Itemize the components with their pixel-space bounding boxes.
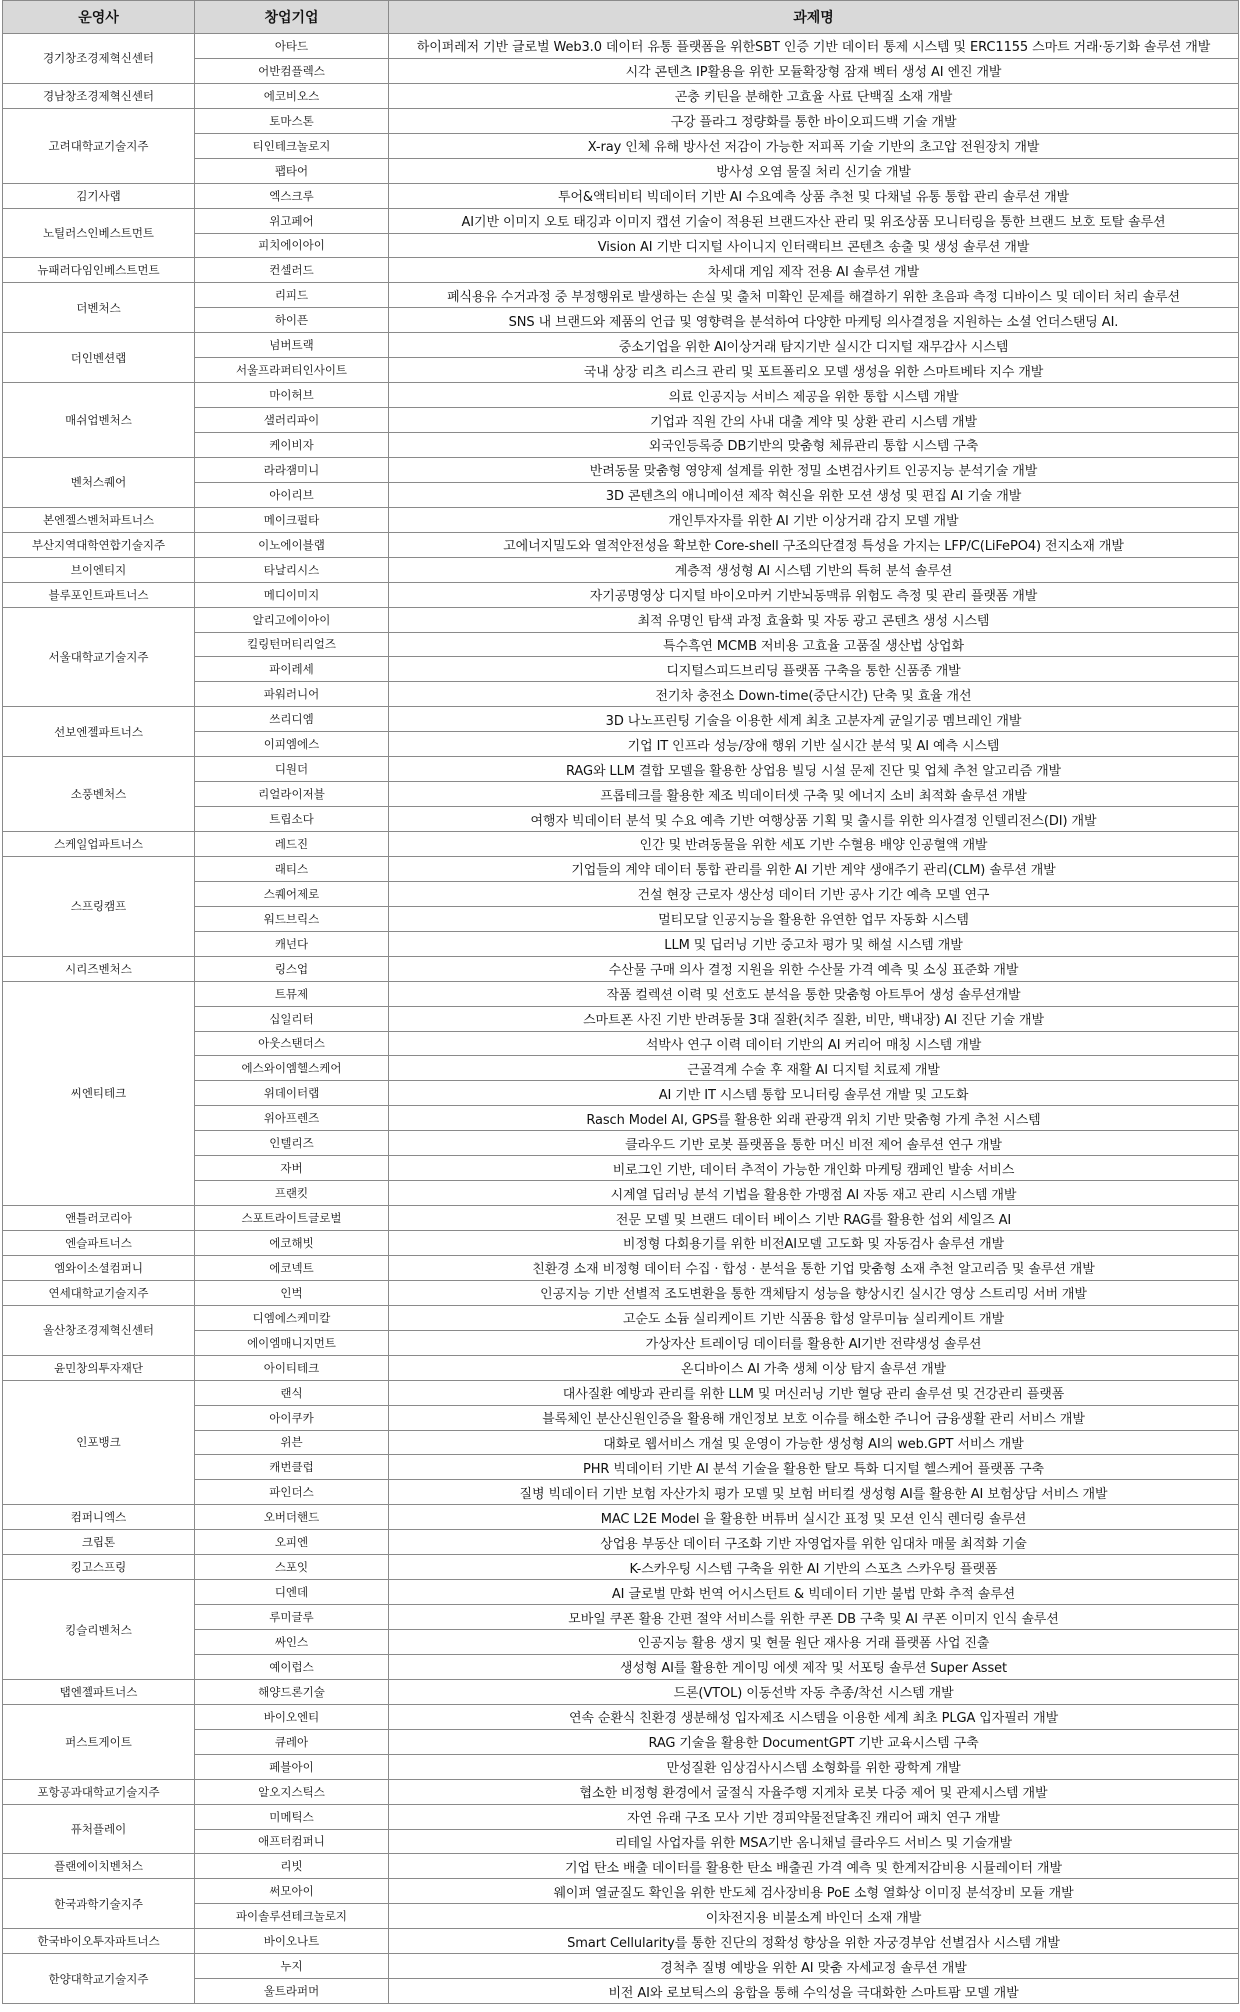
operator-cell: 고려대학교기술지주 (3, 108, 195, 183)
operator-cell: 본엔젤스벤처파트너스 (3, 507, 195, 532)
startup-cell: 위고페어 (195, 208, 389, 233)
table-row (3, 1505, 1239, 1530)
table-row (3, 1779, 1239, 1804)
task-cell: 대화로 웹서비스 개설 및 운영이 가능한 생성형 AI의 web.GPT 서비스 개발 (389, 1430, 1239, 1455)
startup-cell: 토마스톤 (195, 108, 389, 133)
startup-cell: 어반컴플렉스 (195, 58, 389, 83)
operator-cell: 퓨처플레이 (3, 1804, 195, 1854)
startup-cell: 바이오나트 (195, 1929, 389, 1954)
startup-cell: 큐레아 (195, 1729, 389, 1754)
task-cell: AI 기반 IT 시스템 통합 모니터링 솔루션 개발 및 고도화 (389, 1081, 1239, 1106)
operator-cell: 더인벤션랩 (3, 333, 195, 383)
startup-cell: 아이티테크 (195, 1355, 389, 1380)
operator-cell: 경남창조경제혁신센터 (3, 83, 195, 108)
task-cell: 비정형 다회용기를 위한 비전AI모델 고도화 및 자동검사 솔루션 개발 (389, 1231, 1239, 1256)
startup-cell: 위데이터랩 (195, 1081, 389, 1106)
task-cell: 기업 탄소 배출 데이터를 활용한 탄소 배출권 가격 예측 및 한계저감비용 시뮬레이터 개발 (389, 1854, 1239, 1879)
startup-cell: 인벅 (195, 1280, 389, 1305)
startup-cell: 페블아이 (195, 1754, 389, 1779)
startup-cell: 래티스 (195, 856, 389, 881)
startup-cell: 피치에이아이 (195, 233, 389, 258)
table-row (3, 1929, 1239, 1954)
task-cell: 구강 플라그 정량화를 통한 바이오피드백 기술 개발 (389, 108, 1239, 133)
startup-cell: 루미글루 (195, 1605, 389, 1630)
startup-cell: 파이레세 (195, 657, 389, 682)
operator-header: 운영사 (3, 1, 195, 34)
table-row (3, 1954, 1239, 1979)
table-row (3, 457, 1239, 482)
table-row (3, 1854, 1239, 1879)
startup-cell: 바이오엔티 (195, 1704, 389, 1729)
startup-cell: 라라잼미니 (195, 457, 389, 482)
task-cell: 투어&액티비티 빅데이터 기반 AI 수요예측 상품 추천 및 다채널 유통 통합 관리 솔루션 개발 (389, 183, 1239, 208)
task-cell: 외국인등록증 DB기반의 맞춤형 체류관리 통합 시스템 구축 (389, 433, 1239, 458)
startup-cell: 울트라퍼머 (195, 1979, 389, 2004)
startup-cell: 위븐 (195, 1430, 389, 1455)
task-cell: 대사질환 예방과 관리를 위한 LLM 및 머신러닝 기반 혈당 관리 솔루션 및 건강관리 플랫폼 (389, 1380, 1239, 1405)
task-cell: 여행자 빅데이터 분석 및 수요 예측 기반 여행상품 기획 및 출시를 위한 의사결정 인텔리전스(DI) 개발 (389, 807, 1239, 832)
startup-cell: 쓰리디엠 (195, 707, 389, 732)
task-cell: 멀티모달 인공지능을 활용한 유연한 업무 자동화 시스템 (389, 906, 1239, 931)
operator-cell: 엠와이소셜컴퍼니 (3, 1255, 195, 1280)
operator-cell: 씨엔티테크 (3, 981, 195, 1205)
startup-cell: 캐넌다 (195, 931, 389, 956)
task-cell: 리테일 사업자를 위한 MSA기반 옴니채널 클라우드 서비스 및 기술개발 (389, 1829, 1239, 1854)
operator-cell: 포항공과대학교기술지주 (3, 1779, 195, 1804)
task-cell: 블록체인 분산신원인증을 활용해 개인정보 보호 이슈를 해소한 주니어 금융생활 관리 서비스 개발 (389, 1405, 1239, 1430)
task-cell: 반려동물 맞춤형 영양제 설계를 위한 정밀 소변검사키트 인공지능 분석기술 개발 (389, 457, 1239, 482)
operator-cell: 플랜에이치벤처스 (3, 1854, 195, 1879)
table-body (3, 34, 1239, 2004)
task-cell: 폐식용유 수거과정 중 부정행위로 발생하는 손실 및 출처 미확인 문제를 해결하기 위한 초음파 측정 디바이스 및 데이터 처리 솔루션 (389, 283, 1239, 308)
table-row (3, 1580, 1239, 1605)
startup-header: 창업기업 (195, 1, 389, 34)
startup-cell: 싸인스 (195, 1630, 389, 1655)
table-row (3, 1355, 1239, 1380)
startup-cell: 워드브릭스 (195, 906, 389, 931)
startup-cell: 메이크펄타 (195, 507, 389, 532)
task-cell: 3D 콘텐츠의 애니메이션 제작 혁신을 위한 모션 생성 및 편집 AI 기술 개발 (389, 482, 1239, 507)
task-cell: 생성형 AI를 활용한 게이밍 에셋 제작 및 서포팅 솔루션 Super Asset (389, 1654, 1239, 1679)
startup-cell: 예이럽스 (195, 1654, 389, 1679)
startup-cell: 타날리시스 (195, 557, 389, 582)
table-row (3, 283, 1239, 308)
task-cell: 자연 유래 구조 모사 기반 경피약물전달촉진 캐리어 패치 연구 개발 (389, 1804, 1239, 1829)
operator-cell: 부산지역대학연합기술지주 (3, 532, 195, 557)
task-cell: 인공지능 기반 선별적 조도변환을 통한 객체탐지 성능을 향상시킨 실시간 영상 스트리밍 서버 개발 (389, 1280, 1239, 1305)
task-cell: 전문 모델 및 브랜드 데이터 베이스 기반 RAG를 활용한 섭외 세일즈 AI (389, 1206, 1239, 1231)
task-cell: 방사성 오염 물질 처리 신기술 개발 (389, 158, 1239, 183)
startup-cell: 이노에이블랩 (195, 532, 389, 557)
startup-cell: 알리고에이아이 (195, 607, 389, 632)
operator-cell: 블루포인트파트너스 (3, 582, 195, 607)
task-cell: 디지털스피드브리딩 플랫폼 구축을 통한 신품종 개발 (389, 657, 1239, 682)
table-row (3, 333, 1239, 358)
startup-cell: 오피엔 (195, 1530, 389, 1555)
operator-cell: 서울대학교기술지주 (3, 607, 195, 707)
startup-cell: 파인더스 (195, 1480, 389, 1505)
startup-cell: 써모아이 (195, 1879, 389, 1904)
startup-cell: 리얼라이저블 (195, 782, 389, 807)
operator-cell: 노틸러스인베스트먼트 (3, 208, 195, 258)
operator-cell: 스프링캠프 (3, 856, 195, 956)
task-cell: 웨이퍼 열균질도 확인을 위한 반도체 검사장비용 PoE 소형 열화상 이미징 분석장비 모듈 개발 (389, 1879, 1239, 1904)
task-cell: 클라우드 기반 로봇 플랫폼을 통한 머신 비전 제어 솔루션 연구 개발 (389, 1131, 1239, 1156)
task-cell: AI기반 이미지 오토 태깅과 이미지 캡션 기술이 적용된 브랜드자산 관리 및 위조상품 모니터링을 통한 브랜드 보호 토탈 솔루션 (389, 208, 1239, 233)
table-row (3, 1879, 1239, 1904)
table-row (3, 258, 1239, 283)
startup-cell: 킬링턴머티리얼즈 (195, 632, 389, 657)
startup-cell: 스포트라이트글로벌 (195, 1206, 389, 1231)
operator-cell: 앤틀러코리아 (3, 1206, 195, 1231)
table-row (3, 832, 1239, 857)
task-cell: 중소기업을 위한 AI이상거래 탐지기반 실시간 디지털 재무감사 시스템 (389, 333, 1239, 358)
startup-cell: 인텔리즈 (195, 1131, 389, 1156)
operator-cell: 경기창조경제혁신센터 (3, 34, 195, 84)
table-row (3, 956, 1239, 981)
task-cell: 작품 컬렉션 이력 및 선호도 분석을 통한 맞춤형 아트투어 생성 솔루션개발 (389, 981, 1239, 1006)
task-cell: 비로그인 기반, 데이터 추적이 가능한 개인화 마케팅 캠페인 발송 서비스 (389, 1156, 1239, 1181)
startup-cell: 아이쿠카 (195, 1405, 389, 1430)
startup-cell: 아이리브 (195, 482, 389, 507)
startup-cell: 위아프렌즈 (195, 1106, 389, 1131)
task-cell: 드론(VTOL) 이동선박 자동 추종/착선 시스템 개발 (389, 1679, 1239, 1704)
task-cell: 상업용 부동산 데이터 구조화 기반 자영업자를 위한 임대차 매물 최적화 기술 (389, 1530, 1239, 1555)
table-row (3, 856, 1239, 881)
task-cell: 석박사 연구 이력 데이터 기반의 AI 커리어 매칭 시스템 개발 (389, 1031, 1239, 1056)
table-row (3, 1231, 1239, 1256)
task-cell: 수산물 구매 의사 결정 지원을 위한 수산물 가격 예측 및 소싱 표준화 개발 (389, 956, 1239, 981)
operator-cell: 선보엔젤파트너스 (3, 707, 195, 757)
operator-cell: 매쉬업벤처스 (3, 383, 195, 458)
startup-cell: 스퀘어제로 (195, 881, 389, 906)
operator-cell: 탭엔젤파트너스 (3, 1679, 195, 1704)
task-cell: 근골격계 수술 후 재활 AI 디지털 치료제 개발 (389, 1056, 1239, 1081)
table-row (3, 1255, 1239, 1280)
operator-cell: 울산창조경제혁신센터 (3, 1305, 195, 1355)
task-cell: Vision AI 기반 디지털 사이니지 인터랙티브 콘텐츠 송출 및 생성 솔루션 개발 (389, 233, 1239, 258)
task-cell: RAG와 LLM 결합 모델을 활용한 상업용 빌딩 시설 문제 진단 및 업체 추천 알고리즘 개발 (389, 757, 1239, 782)
table-row (3, 1380, 1239, 1405)
startup-cell: 티인테크놀로지 (195, 133, 389, 158)
table-row (3, 1530, 1239, 1555)
table-row (3, 707, 1239, 732)
startup-cell: 이피엠에스 (195, 732, 389, 757)
task-cell: 시각 콘텐츠 IP활용을 위한 모듈확장형 잠재 벡터 생성 AI 엔진 개발 (389, 58, 1239, 83)
table-row (3, 582, 1239, 607)
operator-cell: 윤민창의투자재단 (3, 1355, 195, 1380)
startup-cell: 파워러니어 (195, 682, 389, 707)
task-cell: 연속 순환식 친환경 생분해성 입자제조 시스템을 이용한 세계 최초 PLGA 입자필러 개발 (389, 1704, 1239, 1729)
startup-cell: 에이엠매니지먼트 (195, 1330, 389, 1355)
startup-cell: 파이솔루션테크놀로지 (195, 1904, 389, 1929)
task-cell: 기업 IT 인프라 성능/장애 행위 기반 실시간 분석 및 AI 예측 시스템 (389, 732, 1239, 757)
operator-cell: 퍼스트게이트 (3, 1704, 195, 1779)
task-cell: 가상자산 트레이딩 데이터를 활용한 AI기반 전략생성 솔루션 (389, 1330, 1239, 1355)
startup-cell: 레드진 (195, 832, 389, 857)
operator-cell: 벤처스퀘어 (3, 457, 195, 507)
table-row (3, 507, 1239, 532)
task-cell: 이차전지용 비불소계 바인더 소재 개발 (389, 1904, 1239, 1929)
table-row (3, 1206, 1239, 1231)
startup-cell: 랜식 (195, 1380, 389, 1405)
operator-cell: 브이엔티지 (3, 557, 195, 582)
startup-cell: 에코비오스 (195, 83, 389, 108)
task-cell: 친환경 소재 비정형 데이터 수집 · 합성 · 분석을 통한 기업 맞춤형 소재 추천 알고리즘 및 솔루션 개발 (389, 1255, 1239, 1280)
startup-cell: 케이비자 (195, 433, 389, 458)
startup-cell: 리빗 (195, 1854, 389, 1879)
task-cell: 모바일 쿠폰 활용 간편 절약 서비스를 위한 쿠폰 DB 구축 및 AI 쿠폰 이미지 인식 솔루션 (389, 1605, 1239, 1630)
task-cell: 시계열 딥러닝 분석 기법을 활용한 가맹점 AI 자동 재고 관리 시스템 개발 (389, 1181, 1239, 1206)
operator-cell: 시리즈벤처스 (3, 956, 195, 981)
header-row (3, 1, 1239, 34)
operator-cell: 인포뱅크 (3, 1380, 195, 1505)
startup-cell: 미메틱스 (195, 1804, 389, 1829)
task-header: 과제명 (389, 1, 1239, 34)
task-cell: LLM 및 딥러닝 기반 중고차 평가 및 해설 시스템 개발 (389, 931, 1239, 956)
startup-cell: 오버더핸드 (195, 1505, 389, 1530)
task-cell: 기업과 직원 간의 사내 대출 계약 및 상환 관리 시스템 개발 (389, 408, 1239, 433)
table-row (3, 1555, 1239, 1580)
startup-cell: 아타드 (195, 34, 389, 59)
table-row (3, 34, 1239, 59)
table-row (3, 1679, 1239, 1704)
startup-cell: 리피드 (195, 283, 389, 308)
task-cell: 인공지능 활용 생지 및 현물 원단 재사용 거래 플랫폼 사업 진출 (389, 1630, 1239, 1655)
operator-cell: 스케일업파트너스 (3, 832, 195, 857)
startup-cell: 아웃스탠더스 (195, 1031, 389, 1056)
task-cell: 3D 나노프린팅 기술을 이용한 세계 최초 고분자계 균일기공 멤브레인 개발 (389, 707, 1239, 732)
table-row (3, 1280, 1239, 1305)
operator-cell: 김기사랩 (3, 183, 195, 208)
task-cell: RAG 기술을 활용한 DocumentGPT 기반 교육시스템 구축 (389, 1729, 1239, 1754)
startup-cell: 디엔데 (195, 1580, 389, 1605)
task-cell: AI 글로벌 만화 번역 어시스턴트 & 빅데이터 기반 불법 만화 추적 솔루션 (389, 1580, 1239, 1605)
startup-cell: 누지 (195, 1954, 389, 1979)
table-row (3, 108, 1239, 133)
table-row (3, 557, 1239, 582)
task-cell: 고순도 소듐 실리케이트 기반 식품용 합성 알루미늄 실리케이트 개발 (389, 1305, 1239, 1330)
table-row (3, 757, 1239, 782)
startup-cell: 팹타어 (195, 158, 389, 183)
table-row (3, 383, 1239, 408)
task-cell: 계층적 생성형 AI 시스템 기반의 특허 분석 솔루션 (389, 557, 1239, 582)
task-cell: K-스카우팅 시스템 구축을 위한 AI 기반의 스포츠 스카우팅 플랫폼 (389, 1555, 1239, 1580)
task-cell: 개인투자자를 위한 AI 기반 이상거래 감지 모델 개발 (389, 507, 1239, 532)
operator-cell: 킹슬리벤처스 (3, 1580, 195, 1680)
startup-cell: 프랜킷 (195, 1181, 389, 1206)
task-cell: 비전 AI와 로보틱스의 융합을 통해 수익성을 극대화한 스마트팜 모델 개발 (389, 1979, 1239, 2004)
startup-cell: 링스업 (195, 956, 389, 981)
table-row (3, 981, 1239, 1006)
startup-cell: 메디이미지 (195, 582, 389, 607)
startup-cell: 캐번클럽 (195, 1455, 389, 1480)
task-cell: 만성질환 임상검사시스템 소형화를 위한 광학계 개발 (389, 1754, 1239, 1779)
task-cell: Rasch Model AI, GPS를 활용한 외래 관광객 위치 기반 맞춤형 가게 추천 시스템 (389, 1106, 1239, 1131)
task-cell: 최적 유명인 탐색 과정 효율화 및 자동 광고 콘텐츠 생성 시스템 (389, 607, 1239, 632)
operator-cell: 뉴패러다임인베스트먼트 (3, 258, 195, 283)
task-cell: 온디바이스 AI 가축 생체 이상 탐지 솔루션 개발 (389, 1355, 1239, 1380)
startup-cell: 디원더 (195, 757, 389, 782)
task-cell: 인간 및 반려동물을 위한 세포 기반 수혈용 배양 인공혈액 개발 (389, 832, 1239, 857)
task-cell: 국내 상장 리츠 리스크 관리 및 포트폴리오 모델 생성을 위한 스마트베타 지수 개발 (389, 358, 1239, 383)
task-cell: 전기차 충전소 Down-time(중단시간) 단축 및 효율 개선 (389, 682, 1239, 707)
task-cell: SNS 내 브랜드와 제품의 언급 및 영향력을 분석하여 다양한 마케팅 의사결정을 지원하는 소셜 언더스탠딩 AI. (389, 308, 1239, 333)
operator-cell: 한국바이오투자파트너스 (3, 1929, 195, 1954)
table-row (3, 607, 1239, 632)
startup-cell: 트뮤제 (195, 981, 389, 1006)
operator-cell: 연세대학교기술지주 (3, 1280, 195, 1305)
startup-cell: 디엠에스케미칼 (195, 1305, 389, 1330)
startup-cell: 에코해빗 (195, 1231, 389, 1256)
startup-cell: 자버 (195, 1156, 389, 1181)
startup-cell: 알오지스틱스 (195, 1779, 389, 1804)
startup-cell: 엑스크루 (195, 183, 389, 208)
table-row (3, 208, 1239, 233)
task-cell: Smart Cellularity를 통한 진단의 정확성 향상을 위한 자궁경부암 선별검사 시스템 개발 (389, 1929, 1239, 1954)
task-cell: X-ray 인체 유해 방사선 저감이 가능한 저피폭 기술 기반의 초고압 전원장치 개발 (389, 133, 1239, 158)
task-cell: 기업들의 계약 데이터 통합 관리를 위한 AI 기반 계약 생애주기 관리(CLM) 솔루션 개발 (389, 856, 1239, 881)
task-cell: 건설 현장 근로자 생산성 데이터 기반 공사 기간 예측 모델 연구 (389, 881, 1239, 906)
startup-cell: 샐러리파이 (195, 408, 389, 433)
operator-cell: 한양대학교기술지주 (3, 1954, 195, 2004)
startup-cell: 스포잇 (195, 1555, 389, 1580)
startup-cell: 에스와이엠헬스케어 (195, 1056, 389, 1081)
startup-cell: 서울프라퍼티인사이트 (195, 358, 389, 383)
project-table (2, 0, 1239, 2004)
table-row (3, 83, 1239, 108)
task-cell: 자기공명영상 디지털 바이오마커 기반뇌동맥류 위험도 측정 및 관리 플랫폼 개발 (389, 582, 1239, 607)
task-cell: 고에너지밀도와 열적안전성을 확보한 Core-shell 구조의단결정 특성을 가지는 LFP/C(LiFePO4) 전지소재 개발 (389, 532, 1239, 557)
operator-cell: 크립톤 (3, 1530, 195, 1555)
startup-cell: 십일리터 (195, 1006, 389, 1031)
task-cell: 차세대 게임 제작 전용 AI 솔루션 개발 (389, 258, 1239, 283)
startup-cell: 컨셀러드 (195, 258, 389, 283)
startup-cell: 넘버트랙 (195, 333, 389, 358)
startup-cell: 트립소다 (195, 807, 389, 832)
task-cell: 특수흑연 MCMB 저비용 고효율 고품질 생산법 상업화 (389, 632, 1239, 657)
table-row (3, 183, 1239, 208)
table-row (3, 1305, 1239, 1330)
startup-cell: 애프터컴퍼니 (195, 1829, 389, 1854)
startup-cell: 에코넥트 (195, 1255, 389, 1280)
table-row (3, 532, 1239, 557)
operator-cell: 한국과학기술지주 (3, 1879, 195, 1929)
startup-cell: 마이허브 (195, 383, 389, 408)
operator-cell: 소풍벤처스 (3, 757, 195, 832)
task-cell: 협소한 비정형 환경에서 굴절식 자율주행 지게차 로봇 다중 제어 및 관제시스템 개발 (389, 1779, 1239, 1804)
task-cell: 의료 인공지능 서비스 제공을 위한 통합 시스템 개발 (389, 383, 1239, 408)
task-cell: 프롭테크를 활용한 제조 빅데이터셋 구축 및 에너지 소비 최적화 솔루션 개발 (389, 782, 1239, 807)
table-row (3, 1704, 1239, 1729)
task-cell: 곤충 키틴을 분해한 고효율 사료 단백질 소재 개발 (389, 83, 1239, 108)
operator-cell: 컴퍼니엑스 (3, 1505, 195, 1530)
task-cell: PHR 빅데이터 기반 AI 분석 기술을 활용한 탈모 특화 디지털 헬스케어 플랫폼 구축 (389, 1455, 1239, 1480)
table-row (3, 1804, 1239, 1829)
task-cell: 스마트폰 사진 기반 반려동물 3대 질환(치주 질환, 비만, 백내장) AI 진단 기술 개발 (389, 1006, 1239, 1031)
task-cell: 하이퍼레저 기반 글로벌 Web3.0 데이터 유통 플랫폼을 위한SBT 인증 기반 데이터 통제 시스템 및 ERC1155 스마트 거래·동기화 솔루션 개발 (389, 34, 1239, 59)
operator-cell: 엔슬파트너스 (3, 1231, 195, 1256)
operator-cell: 더벤처스 (3, 283, 195, 333)
task-cell: MAC L2E Model 을 활용한 버튜버 실시간 표정 및 모션 인식 렌더링 솔루션 (389, 1505, 1239, 1530)
startup-cell: 하이픈 (195, 308, 389, 333)
operator-cell: 킹고스프링 (3, 1555, 195, 1580)
task-cell: 질병 빅데이터 기반 보험 자산가치 평가 모델 및 보험 버티컬 생성형 AI를 활용한 AI 보험상담 서비스 개발 (389, 1480, 1239, 1505)
task-cell: 경척추 질병 예방을 위한 AI 맞춤 자세교정 솔루션 개발 (389, 1954, 1239, 1979)
startup-cell: 해양드론기술 (195, 1679, 389, 1704)
